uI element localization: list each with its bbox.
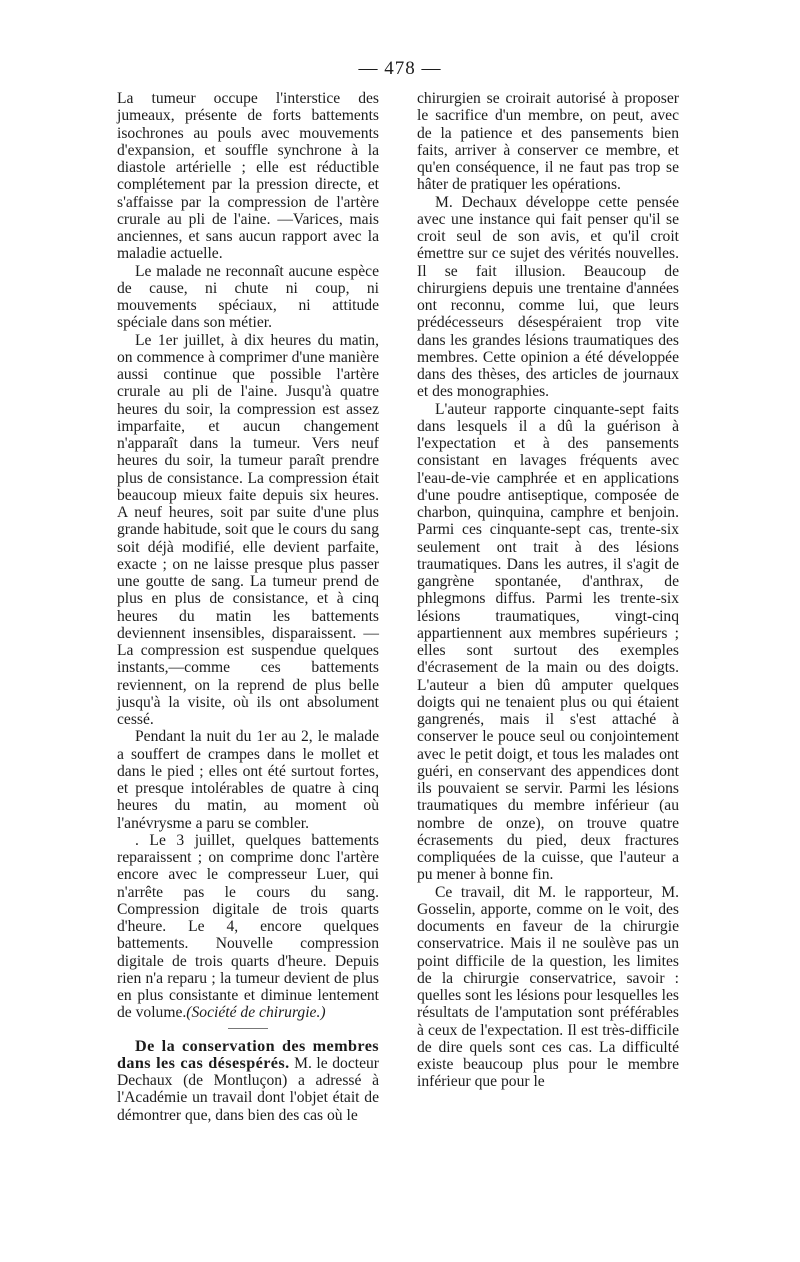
paragraph: Le malade ne reconnaît aucune espèce de cause, ni chute ni coup, ni mouvements spéciaux, ni attitude spéciale dans son métier.	[117, 262, 379, 332]
page-number: — 478 —	[358, 58, 442, 79]
section-divider	[228, 1028, 268, 1029]
left-column	[117, 90, 379, 1124]
section-text: M. le docteur Dechaux (de Montluçon) a adressé à l'Académie un travail dont l'objet était de démontrer que, dans bien des cas où le	[117, 1054, 379, 1124]
paragraph: M. Dechaux développe cette pensée avec une instance qui fait penser qu'il se croit seul de son avis, et qu'il croit émettre sur ce sujet des vérités nouvelles. Il se fait illusion. Beaucoup de chirurgiens depuis une trentaine d'années ont reconnu, comme lui, que leurs prédécesseurs désespéraient trop vite dans les grandes lésions traumatiques des membres. Cette opinion a été développée dans des thèses, des articles de journaux et des monographies.	[417, 193, 679, 401]
section-paragraph	[117, 1038, 379, 1124]
right-column	[417, 90, 679, 1091]
paragraph: Le 1er juillet, à dix heures du matin, on commence à comprimer d'une manière aussi continue que possible l'artère crurale au pli de l'aine. Jusqu'à quatre heures du soir, la compression est assez imparfaite, et aucun changement n'apparaît dans la tumeur. Vers neuf heures du soir, la tumeur paraît prendre plus de consistance. La compression était beaucoup mieux faite depuis six heures. A neuf heures, soit par suite d'une plus grande habitude, soit que le cours du sang soit déjà modifié, elle devient parfaite, exacte ; on ne laisse presque plus passer une goutte de sang. La tumeur prend de plus en plus de consistance, et à cinq heures du matin les battements deviennent insensibles, disparaissent. — La compression est suspendue quelques instants,—comme ces battements reviennent, on la reprend de plus belle jusqu'à la visite, où ils ont absolument cessé.	[117, 331, 379, 728]
paragraph: Pendant la nuit du 1er au 2, le malade a souffert de crampes dans le mollet et dans le pied ; elles ont été surtout fortes, et presque intolérables de quatre à cinq heures du matin, au moment où l'anévrysme a paru se combler.	[117, 728, 379, 832]
paragraph: Ce travail, dit M. le rapporteur, M. Gosselin, apporte, comme on le voit, des documents en faveur de la chirurgie conservatrice. Mais il ne soulève pas un point difficile de la question, les limites de la chirurgie conservatrice, savoir : quelles sont les lésions pour lesquelles les résultats de l'amputation sont préférables à ceux de l'expectation. Il est très-difficile de dire quels sont ces cas. La difficulté existe beaucoup plus pour le membre inférieur que pour le	[417, 883, 679, 1091]
paragraph-text: . Le 3 juillet, quelques battements reparaissent ; on comprime donc l'artère encore avec le compresseur Luer, qui n'arrête pas le cours du sang. Compression digitale de trois quarts d'heure. Le 4, encore quelques battements. Nouvelle compression digitale de trois quarts d'heure. Depuis rien n'a reparu ; la tumeur devient de plus en plus consistante et diminue lentement de volume.	[117, 831, 379, 1022]
paragraph	[117, 832, 379, 1022]
source-citation: (Société de chirurgie.)	[186, 1004, 326, 1022]
paragraph: chirurgien se croirait autorisé à proposer le sacrifice d'un membre, on peut, avec de la patience et des pansements bien faits, arriver à conserver ce membre, et qu'en conséquence, il ne faut pas trop se hâter de pratiquer les opérations.	[417, 90, 679, 194]
paragraph: La tumeur occupe l'interstice des jumeaux, présente de forts battements isochrones au pouls avec mouvements d'expansion, et souffle synchrone à la diastole artérielle ; elle est réductible complétement par la pression directe, et s'affaisse par la compression de l'artère crurale au pli de l'aine. —Varices, mais anciennes, et sans aucun rapport avec la maladie actuelle.	[117, 90, 379, 263]
paragraph: L'auteur rapporte cinquante-sept faits dans lesquels il a dû la guérison à l'expectation et à des pansements consistant en lavages fréquents avec l'eau-de-vie camphrée et en applications d'une poudre antiseptique, composée de charbon, quinquina, camphre et benjoin. Parmi ces cinquante-sept cas, trente-six seulement ont trait à des lésions traumatiques. Dans les autres, il s'agit de gangrène spontanée, d'anthrax, de phlegmons diffus. Parmi les trente-six lésions traumatiques, vingt-cinq appartiennent aux membres supérieurs ; elles sont surtout des exemples d'écrasement de la main ou des doigts. L'auteur a bien dû amputer quelques doigts qui ne tenaient plus ou qui étaient gangrenés, mais il s'est attaché à conserver le pouce seul ou conjointement avec le petit doigt, et tous les malades ont guéri, en conservant des appendices dont ils pouvaient se servir. Parmi les lésions traumatiques du membre inférieur (au nombre de onze), on trouve quatre écrasements du pied, deux fractures compliquées de la cuisse, que l'auteur a pu mener à bonne fin.	[417, 400, 679, 884]
section-title: De la conservation des membres dans les cas désespérés.	[117, 1036, 379, 1072]
